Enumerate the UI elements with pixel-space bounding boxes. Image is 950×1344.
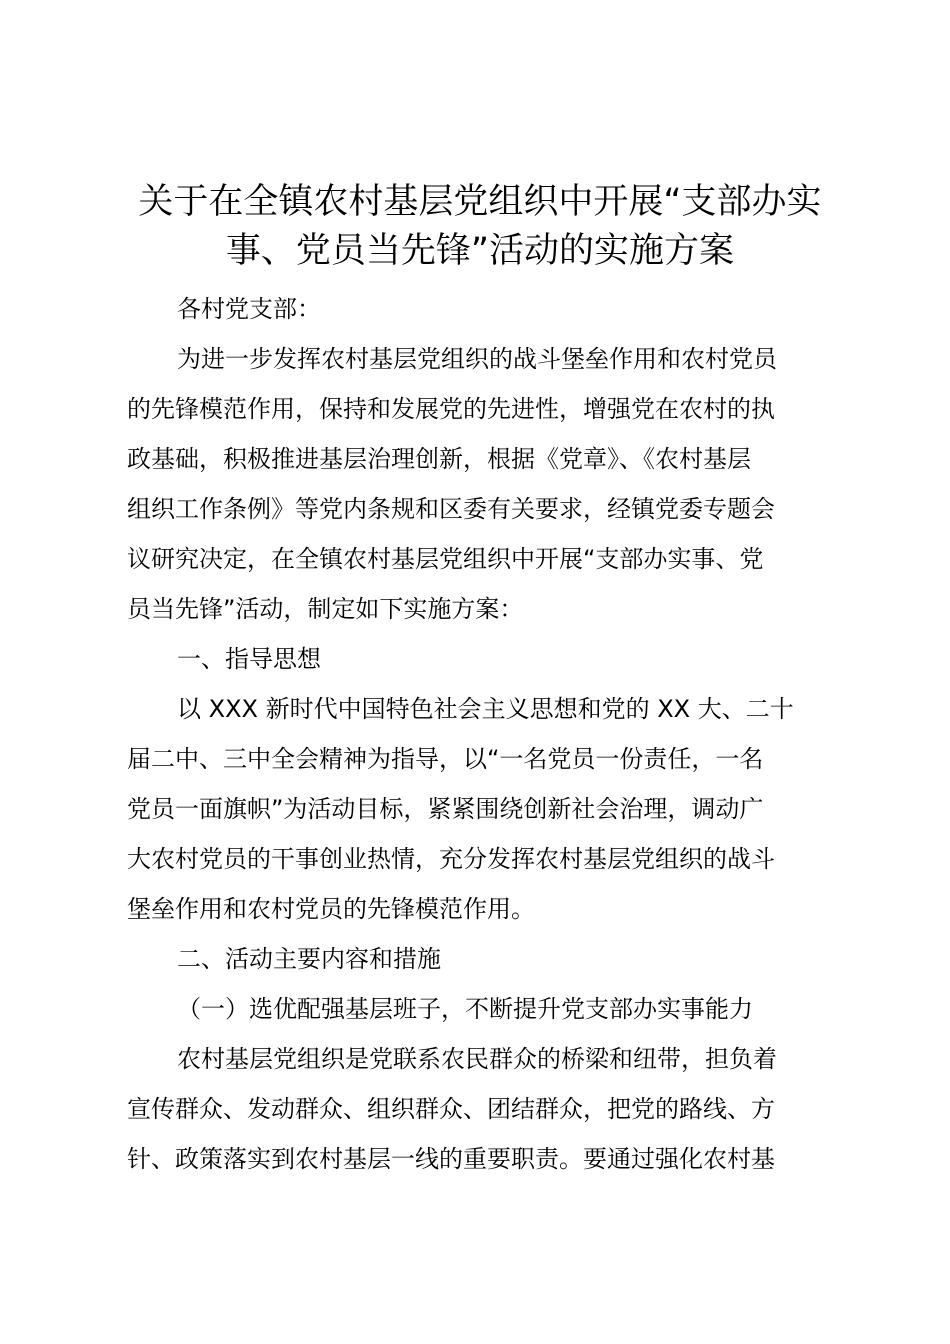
section-heading: 一、指导思想 [177, 645, 321, 673]
salutation: 各村党支部： [177, 295, 321, 323]
title-line: 事、党员当先锋”活动的实施方案 [225, 231, 735, 271]
paragraph-line: 届二中、三中全会精神为指导，以“一名党员一份责任，一名 [127, 745, 764, 773]
document-body [127, 284, 837, 1184]
paragraph-line: 堡垒作用和农村党员的先锋模范作用。 [127, 895, 535, 923]
title-line: 关于在全镇农村基层党组织中开展“支部办实 [138, 182, 822, 222]
paragraph-line: 为进一步发挥农村基层党组织的战斗堡垒作用和农村党员 [177, 345, 777, 373]
paragraph-line: 党员一面旗帜”为活动目标，紧紧围绕创新社会治理，调动广 [127, 795, 764, 823]
paragraph-line: 议研究决定，在全镇农村基层党组织中开展“支部办实事、党 [127, 545, 764, 573]
paragraph-line: 政基础，积极推进基层治理创新，根据《党章》、《农村基层 [127, 445, 751, 473]
paragraph-line: 的先锋模范作用，保持和发展党的先进性，增强党在农村的执 [127, 395, 775, 423]
paragraph-line: 员当先锋”活动，制定如下实施方案： [127, 595, 524, 623]
paragraph-line: 针、政策落实到农村基层一线的重要职责。要通过强化农村基 [127, 1145, 775, 1173]
paragraph-line: 宣传群众、发动群众、组织群众、团结群众，把党的路线、方 [127, 1095, 775, 1123]
paragraph-line: 以 XXX 新时代中国特色社会主义思想和党的 XX 大、二十 [177, 695, 794, 723]
document-title [110, 178, 850, 276]
paragraph-line: 组织工作条例》等党内条规和区委有关要求，经镇党委专题会 [127, 495, 775, 523]
paragraph-line: 农村基层党组织是党联系农民群众的桥梁和纽带，担负着 [177, 1045, 777, 1073]
section-heading: 二、活动主要内容和措施 [177, 945, 441, 973]
paragraph-line: 大农村党员的干事创业热情，充分发挥农村基层党组织的战斗 [127, 845, 775, 873]
subsection-heading: （一）选优配强基层班子，不断提升党支部办实事能力 [177, 995, 753, 1023]
